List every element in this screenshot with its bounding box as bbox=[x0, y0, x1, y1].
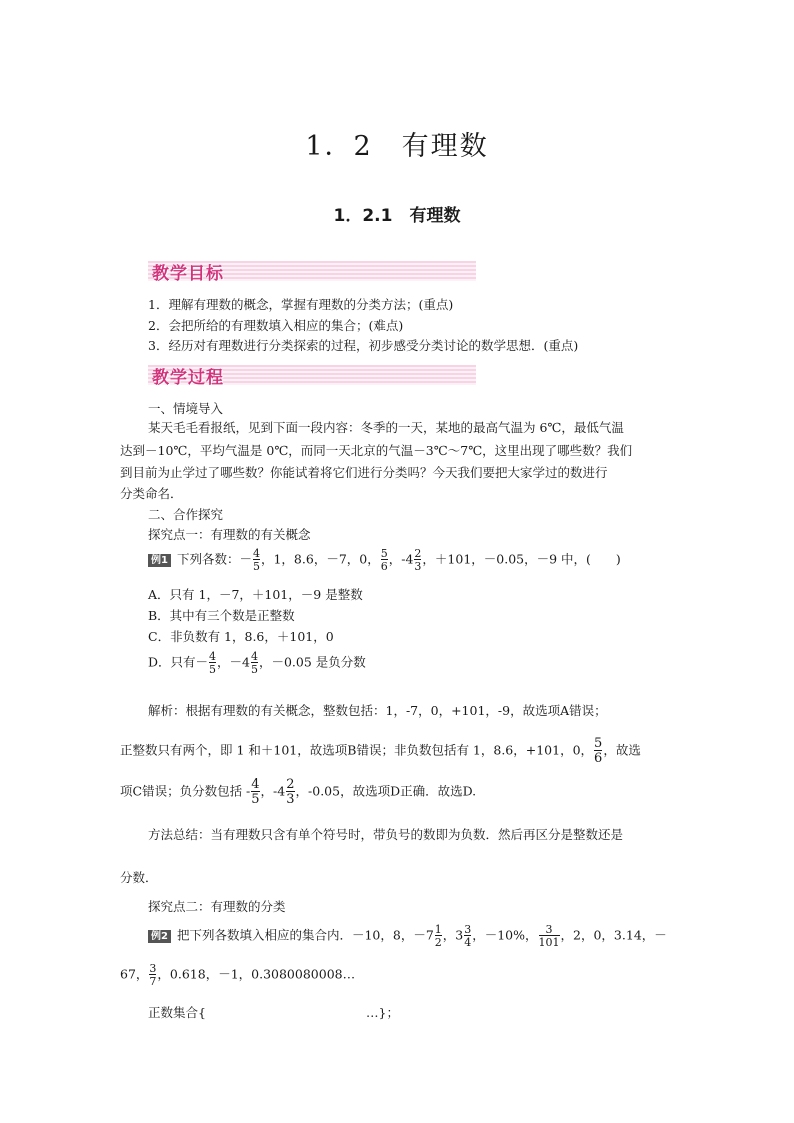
fraction bbox=[414, 548, 421, 572]
text: ，3 bbox=[442, 927, 464, 943]
fraction bbox=[253, 548, 260, 572]
denominator: 3 bbox=[286, 792, 295, 807]
text: 项C错误；负分数包括 - bbox=[120, 783, 251, 799]
example-2-question bbox=[148, 924, 667, 948]
numerator: 5 bbox=[594, 736, 603, 751]
text: 把下列各数填入相应的集合内．－10，8，－7 bbox=[176, 927, 434, 943]
fraction bbox=[286, 778, 294, 806]
example-1-question bbox=[148, 548, 621, 572]
goals-banner-label: 教学目标 bbox=[152, 264, 224, 284]
text: ，－0.05 是负分数 bbox=[258, 654, 366, 670]
text: ，0.618，－1，0.3080080008… bbox=[157, 966, 356, 982]
goal-item-3: 3．经历对有理数进行分类探索的过程，初步感受分类讨论的数学思想．(重点) bbox=[148, 338, 579, 353]
example-badge: 例1 bbox=[148, 554, 171, 567]
option-b: B．其中有三个数是正整数 bbox=[148, 608, 295, 623]
explore-point-2: 探究点二：有理数的分类 bbox=[148, 899, 286, 914]
text: 正整数只有两个，即 1 和＋101，故选项B错误；非负数包括有 1，8.6，+101，0， bbox=[120, 742, 594, 758]
numerator: 4 bbox=[252, 547, 260, 560]
denominator: 4 bbox=[464, 936, 472, 949]
numerator: 4 bbox=[209, 650, 217, 663]
explore-point-1: 探究点一：有理数的有关概念 bbox=[148, 527, 311, 542]
text: 67， bbox=[120, 966, 149, 982]
text: ，－4 bbox=[217, 654, 250, 670]
text: ，2，0，3.14，－ bbox=[560, 927, 667, 943]
text: 下列各数：－ bbox=[176, 551, 252, 567]
denominator: 5 bbox=[250, 663, 258, 676]
text: ，故选 bbox=[603, 742, 641, 758]
intro-paragraph-line-3: 到目前为止学过了哪些数？你能试着将它们进行分类吗？今天我们要把大家学过的数进行 bbox=[120, 465, 608, 480]
denominator: 5 bbox=[252, 560, 260, 573]
fraction bbox=[539, 924, 560, 948]
section-subtitle: 1．2.1 有理数 bbox=[333, 206, 461, 226]
numerator: 3 bbox=[464, 923, 472, 936]
method-summary-line-1: 方法总结：当有理数只含有单个符号时，带负号的数即为负数．然后再区分是整数还是 bbox=[148, 827, 624, 842]
method-summary-line-2: 分数． bbox=[120, 870, 158, 885]
process-banner bbox=[148, 362, 476, 388]
positive-set-label: 正数集合{ bbox=[148, 1005, 206, 1020]
goal-item-1: 1．理解有理数的概念，掌握有理数的分类方法；(重点) bbox=[148, 297, 454, 312]
option-c: C．非负数有 1，8.6，＋101，0 bbox=[148, 629, 334, 644]
positive-set-end: …}； bbox=[366, 1005, 399, 1020]
text: ，-0.05，故选项D正确．故选D. bbox=[295, 783, 477, 799]
denominator: 5 bbox=[251, 792, 260, 807]
intro-paragraph-line-4: 分类命名． bbox=[120, 486, 183, 501]
fraction bbox=[594, 737, 602, 765]
text: ，－10%， bbox=[472, 927, 538, 943]
numerator: 2 bbox=[414, 547, 422, 560]
goals-banner bbox=[148, 258, 476, 284]
option-d bbox=[148, 651, 366, 675]
fraction bbox=[149, 963, 156, 987]
section-heading-intro: 一、情境导入 bbox=[148, 401, 224, 416]
text: D．只有－ bbox=[148, 654, 209, 670]
numerator: 2 bbox=[286, 777, 295, 792]
fraction bbox=[251, 778, 259, 806]
analysis-line-3 bbox=[120, 778, 476, 806]
fraction bbox=[381, 548, 388, 572]
intro-paragraph-line-2: 达到－10℃，平均气温是 0℃，而同一天北京的气温－3℃～7℃，这里出现了哪些数？我们 bbox=[120, 443, 633, 458]
example-2-question-line-2 bbox=[120, 963, 355, 987]
fraction bbox=[464, 924, 471, 948]
numerator: 3 bbox=[149, 962, 157, 975]
denominator: 3 bbox=[414, 560, 422, 573]
denominator: 2 bbox=[434, 936, 442, 949]
text: ，＋101，－0.05，－9 中，( ) bbox=[422, 551, 621, 567]
goal-item-2: 2．会把所给的有理数填入相应的集合；(难点) bbox=[148, 318, 404, 333]
fraction bbox=[435, 924, 442, 948]
fraction bbox=[251, 651, 258, 675]
numerator: 3 bbox=[545, 923, 553, 936]
process-banner-label: 教学过程 bbox=[152, 368, 224, 388]
denominator: 6 bbox=[594, 751, 603, 766]
section-heading-explore: 二、合作探究 bbox=[148, 507, 224, 522]
numerator: 1 bbox=[434, 923, 442, 936]
fraction bbox=[209, 651, 216, 675]
analysis-line-2 bbox=[120, 737, 641, 765]
denominator: 7 bbox=[149, 975, 157, 988]
numerator: 4 bbox=[251, 777, 260, 792]
text: ，1，8.6，－7，0， bbox=[260, 551, 380, 567]
denominator: 6 bbox=[380, 560, 388, 573]
example-badge: 例2 bbox=[148, 930, 171, 943]
option-a: A．只有 1，－7，＋101，－9 是整数 bbox=[148, 587, 363, 602]
numerator: 4 bbox=[250, 650, 258, 663]
text: ，-4 bbox=[260, 783, 286, 799]
numerator: 5 bbox=[380, 547, 388, 560]
denominator: 5 bbox=[209, 663, 217, 676]
intro-paragraph-line-1: 某天毛毛看报纸，见到下面一段内容：冬季的一天，某地的最高气温为 6℃，最低气温 bbox=[148, 420, 624, 435]
page-title: 1．2 有理数 bbox=[305, 131, 489, 162]
text: ，-4 bbox=[388, 551, 414, 567]
denominator: 101 bbox=[538, 936, 560, 949]
analysis-line-1: 解析：根据有理数的有关概念，整数包括：1，-7，0，+101，-9，故选项A错误； bbox=[148, 703, 607, 718]
